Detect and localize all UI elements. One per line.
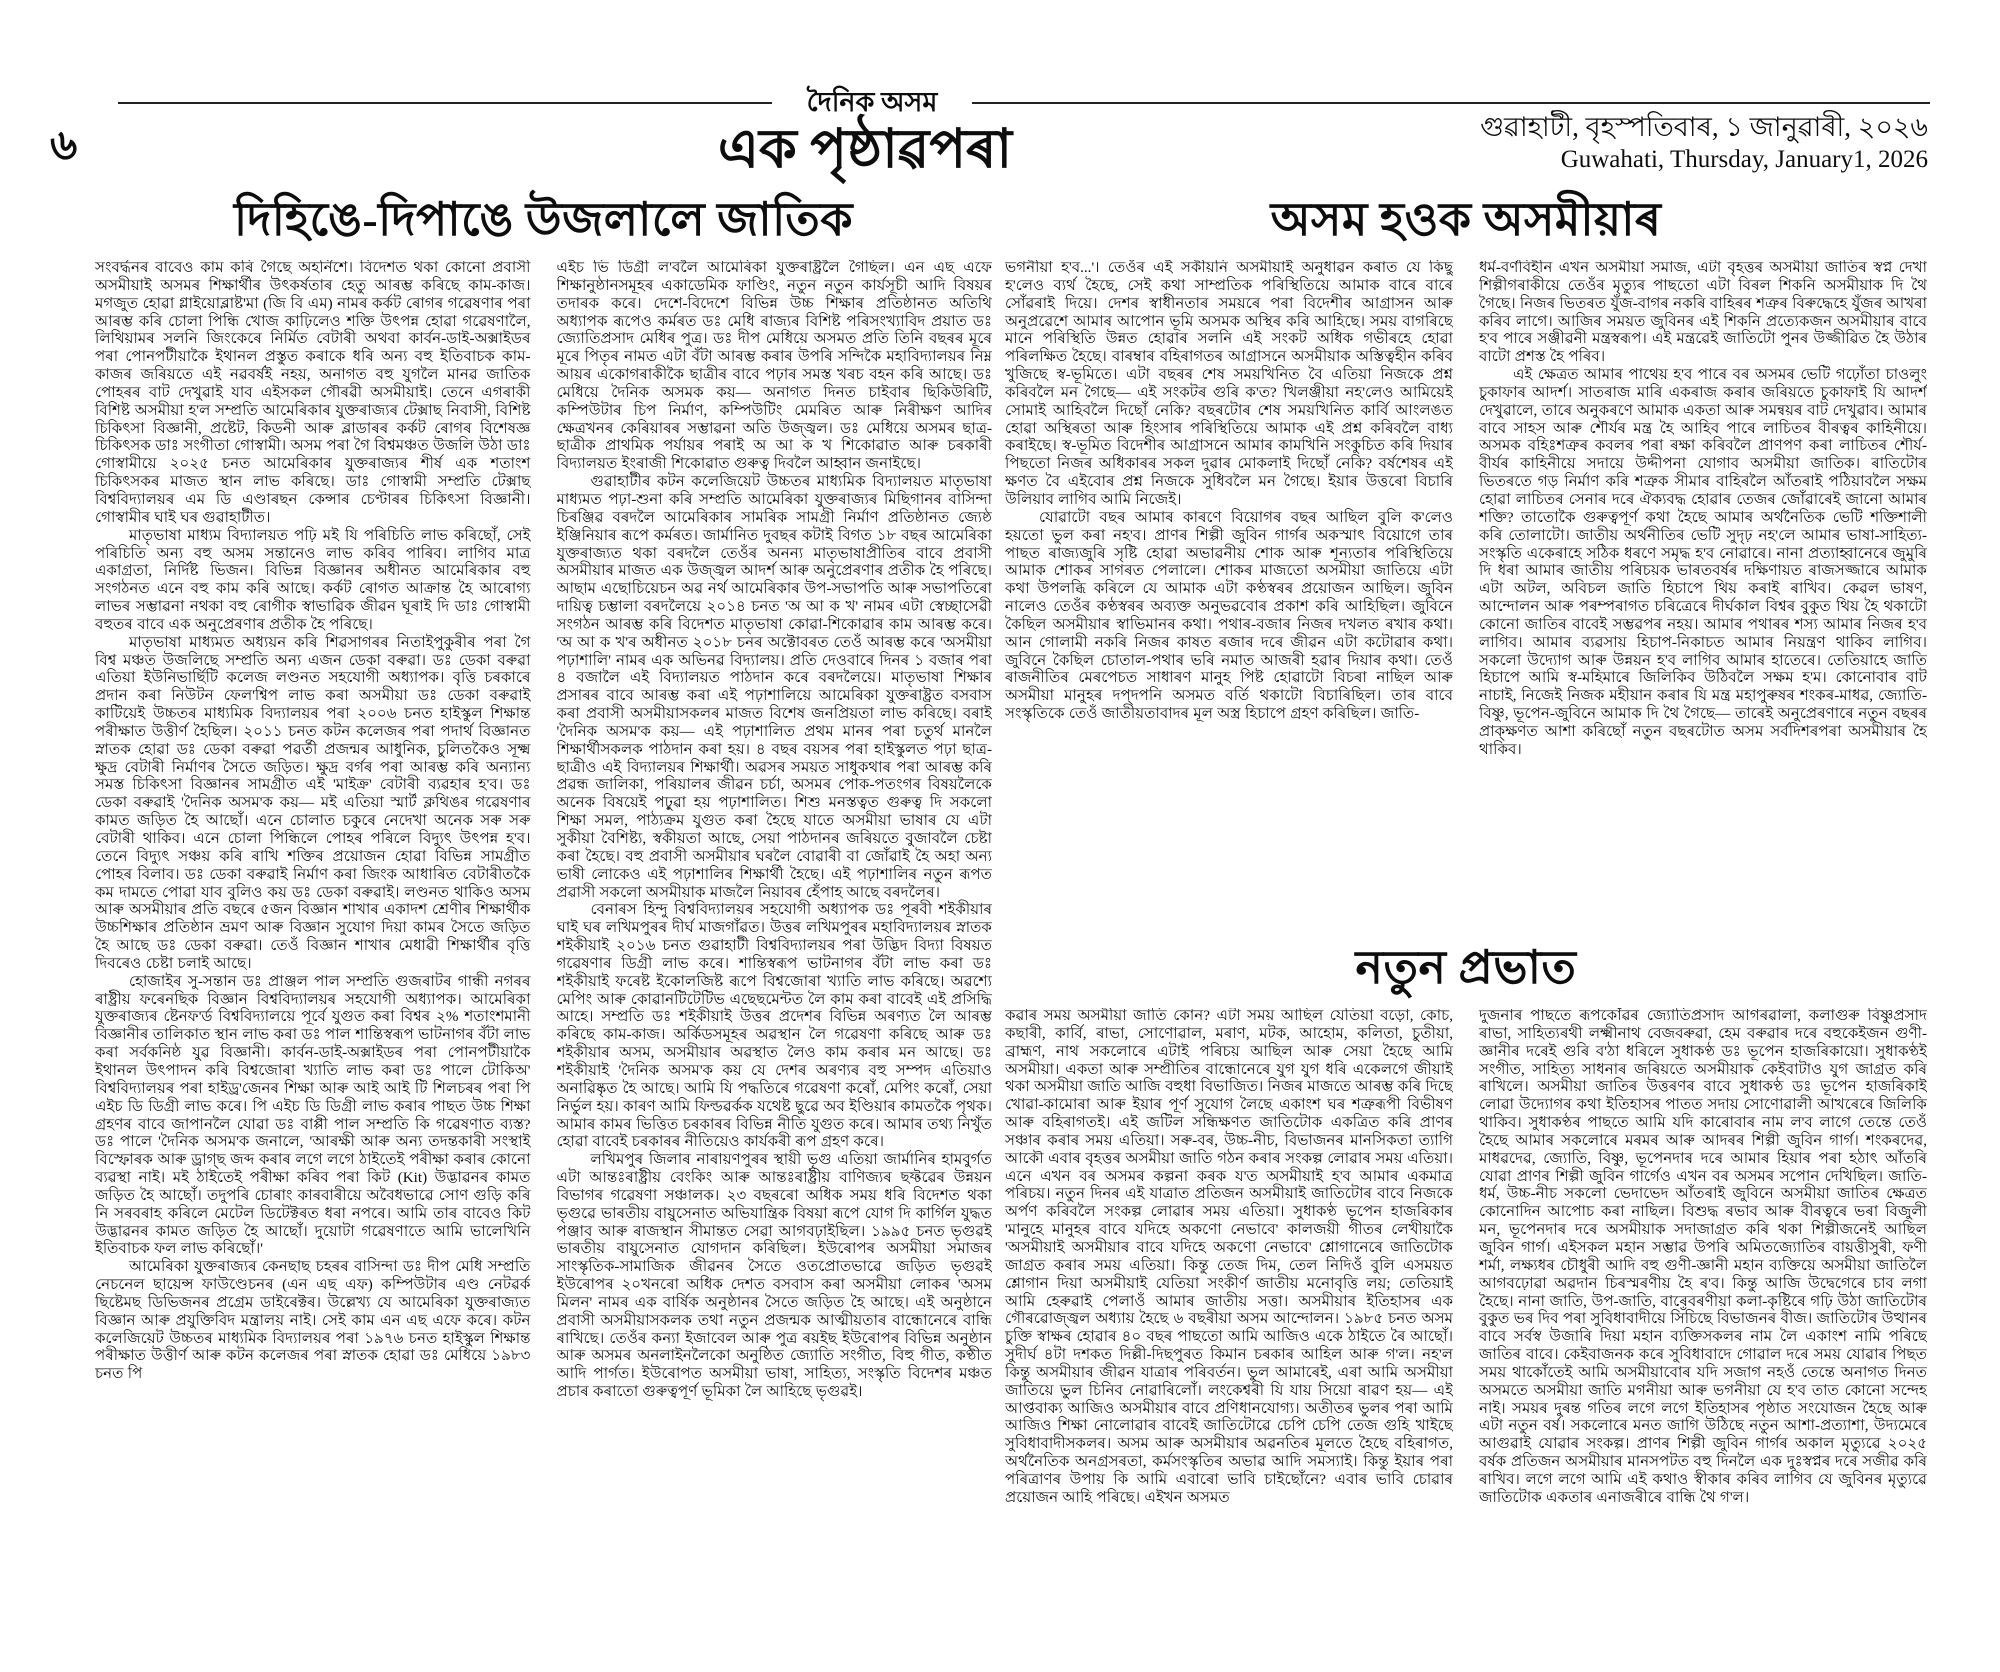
text-column [1479,260,1927,928]
article-dihinge-dipange [95,192,992,1636]
date-assamese: গুৱাহাটী, বৃহস্পতিবাৰ, ১ জানুৱাৰী, ২০২৬ [1480,112,1928,142]
text-column [557,260,993,1636]
paragraph: সংবৰ্দ্ধনৰ বাবেও কাম কৰি গৈছে অহৰ্নিশে। বিদেশত থকা কোনো প্ৰবাসী অসমীয়াই অসমৰ শিক্ষাৰ্থীৰ উৎকৰ্ষতাৰ হেতু আৰম্ভ কৰিছে কাম-কাজ। মগজুত হোৱা গ্লাইয়োব্লাষ্ট'মা (জি বি এম) নামৰ কৰ্কট ৰোগৰ গৱেষণাৰ পৰা আৰম্ভ কৰি চোলা পিন্ধি খোজ কাঢ়িলেও শক্তি উৎপন্ন হোৱা গৱেষণালৈ, লিথিয়ামৰ সলনি জিংকেৰে নিৰ্মিত বেটাৰী অথবা কাৰ্বন-ডাই-অক্সাইডৰ পৰা পোনপটীয়াকৈ ইথানল প্ৰস্তুত কৰাকে ধৰি অন্য বহু ইতিবাচক কাম-কাজৰ জৰিয়তে এই নৱবৰ্ষই নহয়, অনাগত বহু যুগলৈ মানৱ জাতিক পোহৰৰ বাট দেখুৱাই যাব এইসকল গৌৰৱী অসমীয়াই। তেনে এগৰাকী বিশিষ্ট অসমীয়া হ'ল সম্প্ৰতি আমেৰিকাৰ যুক্তৰাজ্যৰ টেক্সাছ নিবাসী, বিশিষ্ট চিকিৎসা বিজ্ঞানী, প্ৰষ্টেট, কিডনী আৰু ব্লাডাৰৰ কৰ্কট ৰোগৰ বিশেষজ্ঞ চিকিৎসক ডাঃ সংগীতা গোস্বামী। অসম পৰা গৈ বিশ্বমঞ্চত উজলি উঠা ডাঃ গোস্বামীয়ে ২০২৫ চনত আমেৰিকাৰ যুক্তৰাজ্যৰ শীৰ্ষ এক শতাংশ চিকিৎসকৰ মাজত স্থান লাভ কৰিছে। ডাঃ গোস্বামী সম্প্ৰতি টেক্সাছ বিশ্ববিদ্যালয়ৰ এম ডি এণ্ডাৰছন কেন্সাৰ চেণ্টাৰৰ চিকিৎসা বিজ্ঞানী। গোস্বামীৰ ঘাই ঘৰ গুৱাহাটীত। [95,260,531,526]
paragraph: ধৰ্ম-বৰ্ণবিহীন এখন অসমীয়া সমাজ, এটা বৃহত্তৰ অসমীয়া জাতিৰ স্বপ্ন দেখা শিল্পীগৰাকীয়ে তেওঁৰ মৃত্যুৰ পাছতো এটা বিৰল শিকনি অসমীয়াক দি থৈ গৈছে। নিজৰ ভিতৰত যুঁজ-বাগৰ নকৰি বাহিৰৰ শত্ৰুৰ বিৰুদ্ধেহে যুঁজৰ আখৰা কৰিব লাগে। আজিৰ সময়ত জুবিনৰ এই শিকনি প্ৰত্যেকজন অসমীয়াৰ বাবে হ'ব পাৰে সঞ্জীৱনী মন্ত্ৰস্বৰূপ। এই মন্ত্ৰৱেই জাতিটো পুনৰ উজ্জীৱিত হৈ উঠাৰ বাটো প্ৰশস্ত হৈ পৰিব। [1479,260,1927,366]
paragraph: মাতৃভাষা মাধ্যমত অধ্যয়ন কৰি শিৱসাগৰৰ নিতাইপুকুৰীৰ পৰা গৈ বিশ্ব মঞ্চত উজলিছে সম্প্ৰতি অন্য এজন ডেকা বৰুৱা। ডঃ ডেকা বৰুৱা এতিয়া ইউনিভাৰ্ছিটি কলেজ লণ্ডনত সহযোগী অধ্যাপক। বৃত্তি চৰকাৰে প্ৰদান কৰা নিউটন ফেল'শ্বিপ লাভ কৰা অসমীয়া ডঃ ডেকা বৰুৱাই কাটিয়েই উচ্চতৰ মাধ্যমিক বিদ্যালয়ৰ পৰা ২০০৬ চনত হাইস্কুল শিক্ষান্ত পৰীক্ষাত উত্তীৰ্ণ হৈছিল। ২০১১ চনত কটন কলেজৰ পৰা পদাৰ্থ বিজ্ঞানত স্নাতক হোৱা ডঃ ডেকা বৰুৱা পৱৰ্তী প্ৰজন্মৰ আধুনিক, চুলিতকৈও সূক্ষ্ম ক্ষুদ্ৰ বেটাৰী নিৰ্মাণৰ সৈতে জড়িত। ক্ষুদ্ৰ বৰ্গৰ পৰা আৰম্ভ কৰি অন্যান্য সমস্ত চিকিৎসা বিজ্ঞানৰ সামগ্ৰীত এই 'মাইক্ৰ' বেটাৰী ব্যৱহাৰ হ'ব। ডঃ ডেকা বৰুৱাই 'দৈনিক অসম'ক কয়— মই এতিয়া স্মাৰ্ট ক্লথিঙৰ গৱেষণাৰ কামত জড়িত হৈ আছোঁ। এনে চোলাত চকুৰে নেদেখা অনেক সৰু সৰু বেটাৰী থাকিব। এনে চোলা পিন্ধিলে পোহৰ পৰিলে বিদ্যুৎ উৎপন্ন হ'ব। তেনে বিদ্যুৎ সঞ্চয় কৰি ৰাখি শক্তিৰ প্ৰয়োজন হোৱা বিভিন্ন সামগ্ৰীত পোহৰ বিলাব। ডঃ ডেকা বৰুৱাই নিৰ্মাণ কৰা জিংক আধাৰিত বেটাৰীতকৈ কম দামতে পোৱা যাব বুলিও কয় ডঃ ডেকা বৰুৱাই। লণ্ডনত থাকিও অসম আৰু অসমীয়াৰ প্ৰতি বছৰে ৫জন বিজ্ঞান শাখাৰ একাদশ শ্ৰেণীৰ শিক্ষাৰ্থীক উচ্চশিক্ষাৰ প্ৰতিষ্ঠান ভ্ৰমণ আৰু বিজ্ঞান সুযোগ দিয়া কামৰ সৈতে জড়িত হৈ আছে ডঃ ডেকা বৰুৱা। তেওঁ বিজ্ঞান শাখাৰ মেধাৱী শিক্ষাৰ্থীৰ বৃত্তি দিবৰেও চেষ্টা চলাই আছে। [95,634,531,972]
headline-right-top: অসম হওক অসমীয়াৰ [1270,194,1662,245]
section-title: এক পৃষ্ঠাৱপৰা [717,119,1013,179]
article-columns [95,260,992,1636]
paragraph: লখিমপুৰ জিলাৰ নাৰায়ণপুৰৰ স্থায়ী ভৃগু এতিয়া জাৰ্মানিৰ হামবুৰ্গত এটা আন্তঃৰাষ্ট্ৰীয় বেংকিং আৰু আন্তঃৰাষ্ট্ৰীয় বাণিজ্যৰ ছফ্টৱেৰ উন্নয়ন বিভাগৰ গৱেষণা সঞ্চালক। ২৩ বছৰৰো অধিক সময় ধৰি বিদেশত থকা ভৃগুৱে ভাৰতীয় বায়ুসেনাত অভিযান্ত্ৰিক বিষয়া ৰূপে যোগ দি কাৰ্গিল যুদ্ধত পঞ্জাব আৰু ৰাজস্থান সীমান্তত সেৱা আগবঢ়াইছিল। ১৯৯৫ চনত ভৃগুৱই ভাৰতীয় বায়ুসেনাত যোগদান কৰিছিল। ইউৰোপৰ অসমীয়া সমাজৰ সাংস্কৃতিক-সামাজিক জীৱনৰ সৈতে ওতপ্ৰোতভাৱে জড়িত ভৃগুৱই ইউৰোপৰ ২০খনৰো অধিক দেশত বসবাস কৰা অসমীয়া লোকৰ 'অসম মিলন' নামৰ এক বাৰ্ষিক অনুষ্ঠানৰ সৈতে জড়িত হৈ আছে। এই অনুষ্ঠানে প্ৰবাসী অসমীয়াসকলক তথা নতুন প্ৰজন্মক আত্মীয়তাৰ বান্ধোনেৰে বান্ধি ৰাখিছে। তেওঁৰ কন্যা ইজাবেল আৰু পুত্ৰ ৰয়ইছ ইউৰোপৰ বিভিন্ন অনুষ্ঠান আৰু অসমৰ অনলাইনলৈকো অনুষ্ঠিত জ্যোতি সংগীত, বিহু গীত, কণ্ঠীত আদি পাৰ্গত। ইউৰোপত অসমীয়া ভাষা, সাহিত্য, সংস্কৃতি বিদেশৰ মঞ্চত প্ৰচাৰ কৰাতো গুৰুত্বপূৰ্ণ ভূমিকা লৈ আহিছে ভৃগুৱই। [556,1152,992,1401]
paragraph: ভগনীয়া হ'ব...'। তেওঁৰ এই সকীয়নি অসমীয়াই অনুধাৱন কৰাত যে কিছু হ'লেও ব্যৰ্থ হৈছে, সেই কথা সাম্প্ৰতিক পৰিস্থিতিয়ে আমাক বাৰে বাৰে সোঁৱৰাই দিয়ে। দেশৰ স্বাধীনতাৰ সময়ৰে পৰা বিদেশীৰ আগ্ৰাসন আৰু অনুপ্ৰৱেশে আমাৰ আপোন ভূমি অসমক অস্থিৰ কৰি আহিছে। সময় বাগৰিছে মানে পৰিস্থিতি উন্নত হোৱাৰ সলনি এই সংকট অধিক গভীৰহে হোৱা পৰিলক্ষিত হৈছে। বাৰম্বাৰ বহিৰাগতৰ আগ্ৰাসনে অসমীয়াক অস্তিত্বহীন কৰিব খুজিছে স্ব-ভূমিতে। এটা বছৰৰ শেষ সময়খিনিত বৈ এতিয়া নিজকে প্ৰশ্ন কৰিবলৈ মন গৈছে— এই সংকটৰ গুৰি ক'ত? খিলঞ্জীয়া নহ'লেও আমিয়েই সোমাই আহিবলৈ দিছোঁ নেকি? বছৰটোৰ শেষ সময়খিনিত কাৰ্বি আংলঙত হোৱা অস্থিৰতা আৰু হিংসাৰ পৰিস্থিতিয়ে আমাক এই প্ৰশ্ন কৰিবলৈ বাধ্য কৰাইছে। স্ব-ভূমিত বিদেশীৰ আগ্ৰাসনে আমাৰ কামখিনি সংকুচিত কৰি দিয়াৰ পিছতো নিজৰ অধিকাৰৰ সকল দুৱাৰ মোকলাই দিছোঁ নেকি? বৰ্ষশেষৰ এই ক্ষণত বৈ এইবোৰ প্ৰশ্ন নিজকে সুধিবলৈ মন গৈছে। ইয়াৰ উত্তৰো বিচাৰি উলিয়াব লাগিব আমি নিজেই। [1005,260,1453,508]
masthead: দৈনিক অসম [772,82,972,122]
text-column [1005,260,1453,928]
headline-right-bottom: নতুন প্ৰভাত [1355,942,1577,993]
paragraph: এই ক্ষেত্ৰত আমাৰ পাথেয় হ'ব পাৰে বৰ অসমৰ ভেটি গঢ়োঁতা চাওলুং চুকাফাৰ আদৰ্শ। সাতৰাজ মাৰি একৰাজ কৰাৰ জৰিয়তে চুকাফাই যি আদৰ্শ দেখুৱালে, তাৰে অনুকৰণে আমাক একতা আৰু সমন্বয়ৰ বাট দেখুৱাব। আমাৰ বাবে সাহস আৰু শৌৰ্যৰ মন্ত্ৰ হৈ আহিব পাৰে লাচিতৰ বীৰত্বৰ কাহিনীয়ে। অসমক বহিঃশত্ৰুৰ কবলৰ পৰা ৰক্ষা কৰিবলৈ প্ৰাণপণ কৰা লাচিতৰ শৌৰ্য-বীৰ্যৰ কাহিনীয়ে সদায়ে উদ্দীপনা যোগাব অসমীয়া জাতিক। ৰাতিটোৰ ভিতৰতে গড় নিৰ্মাণ কৰি শত্ৰুক সীমাৰ বাহিৰলৈ আঁতৰাই পঠিয়াবলৈ সক্ষম হোৱা লাচিতৰ সেনাৰ দৰে ঐক্যবদ্ধ হোৱাৰ তেজৰ জোঁৱাৰেই জানো আমাৰ শক্তি? তাতোকৈ গুৰুত্বপূৰ্ণ কথা হৈছে আমাৰ অৰ্থনৈতিক ভেটি শক্তিশালী কৰি তোলাটো। জাতীয় অৰ্থনীতিৰ ভেটি সুদৃঢ় নহ'লে আমাৰ ভাষা-সাহিত্য-সংস্কৃতি একেৰাহে সঠিক ধৰণে সমৃদ্ধ হ'ব নোৱাৰে। নানা প্ৰত্যাহ্বানেৰে জুমুৰি দি ধৰা আমাৰ জাতীয় পৰিচয়ক ভাৰতবৰ্ষৰ দক্ষিণায়ত ৰাজসজ্জাৰে আমাক এটা অটল, অবিচল জাতি হিচাপে থিয় কৰাই ৰাখিব। কেৱল ভাষণ, আন্দোলন আৰু পৰম্পৰাগত চৰিত্ৰেৰে দীৰ্ঘকাল বিশ্বৰ বুকুত থিয় হৈ থকাটো কোনো জাতিৰ বাবেই সম্ভৱপৰ নহয়। আমাৰ পথাৰৰ শস্য আমাৰ নিজৰ হ'ব লাগিব। আমাৰ ব্যৱসায় হিচাপ-নিকাচত আমাৰ নিয়ন্ত্ৰণ থাকিব লাগিব। সকলো উদ্যোগ আৰু উন্নয়ন হ'ব লাগিব আমাৰ হাতেৰে। তেতিয়াহে জাতি হিচাপে আমি স্ব-মহিমাৰে জিলিকিব উঠিবলৈ সক্ষম হ'ম। কোনোবাৰ বাট নাচাই, নিজেই নিজক মহীয়ান কৰাৰ যি মন্ত্ৰ মহাপুৰুষৰ শংকৰ-মাধৱ, জ্যোতি-বিষ্ণু, ভূপেন-জুবিনে আমাক দি থৈ গৈছে— তাৰেই অনুপ্ৰেৰণাৰে নতুন বছৰৰ প্ৰাক্ক্ষণত আশা কৰিছোঁ নতুন বছৰটোত অসম সৰ্বদিশৰপৰা অসমীয়াৰ হৈ থাকিব। [1479,367,1927,758]
paragraph: কৱাৰ সময় অসমীয়া জাতি কোন? এটা সময় আছিল যেতিয়া বড়ো, কোচ, কছাৰী, কাৰ্বি, ৰাভা, সোণোৱাল, মৰাণ, মটক, আহোম, কলিতা, চুতীয়া, ব্ৰাহ্মণ, নাথ সকলোৰে এটাই পৰিচয় আছিল আৰু সেয়া হৈছে আমি অসমীয়া। একতা আৰু সম্প্ৰীতিৰ বান্ধোনেৰে যুগ যুগ ধৰি একেলগে জীয়াই থকা অসমীয়া জাতি আজি বহুধা বিভাজিত। নিজৰ মাজতে আৰম্ভ কৰি দিছে খোৱা-কামোৰা আৰু ইয়াৰ পূৰ্ণ সুযোগ লৈছে একাংশ ঘৰ শত্ৰুৰূপী বিভীষণ আৰু বহিৰাগতই। এই জটিল সন্ধিক্ষণত জাতিটোক একত্ৰিত কৰি প্ৰাণৰ সঞ্চাৰ কৰাৰ সময় এতিয়া। সৰু-বৰ, উচ্চ-নীচ, বিভাজনৰ মানসিকতা ত্যাগি আকৌ এবাৰ বৃহত্তৰ অসমীয়া জাতি গঠন কৰাৰ সংকল্প লোৱাৰ সময় এতিয়া। এনে এখন বৰ অসমৰ কল্পনা কৰক য'ত অসমীয়াই হ'ব আমাৰ একমাত্ৰ পৰিচয়। নতুন দিনৰ এই যাত্ৰাত প্ৰতিজন অসমীয়াই জাতিটোৰ বাবে নিজকে অৰ্পণ কৰিবলৈ সংকল্প লোৱাৰ সময় এতিয়া। সুধাকণ্ঠ ভূপেন হাজৰিকাৰ 'মানুহে মানুহৰ বাবে যদিহে অকণো নেভাবে' কালজয়ী গীতৰ লেখীয়াকৈ 'অসমীয়াই অসমীয়াৰ বাবে যদিহে অকণো নেভাবে' শ্লোগানেৰে জাতিটোক জাগ্ৰত কৰাৰ সময় এতিয়া। কিন্তু তেজ দিম, তেল নিদিওঁ বুলি এসময়ত শ্লোগান দিয়া অসমীয়াই যেতিয়া সংকীৰ্ণ জাতীয় মনোবৃত্তি লয়; তেতিয়াই আমি হেৰুৱাই পেলাওঁ আমাৰ জাতীয় সত্তা। অসমীয়াৰ ইতিহাসৰ এক গৌৰৱোজ্জ্বল অধ্যায় হৈছে ৬ বছৰীয়া অসম আন্দোলন। ১৯৮৫ চনত অসম চুক্তি স্বাক্ষৰ হোৱাৰ ৪০ বছৰ পাছতো আমি আজিও একে ঠাইতে ৰৈ আছোঁ। সুদীৰ্ঘ ৪টা দশকত দিল্লী-দিছপুৰত কিমান চৰকাৰ আহিল আৰু গ'ল। নহ'ল কিন্তু অসমীয়াৰ জীৱন যাত্ৰাৰ পৰিবৰ্তন। ভুল আমাৰেই, এৰা আমি অসমীয়া জাতিয়ে ভুল চিনিব নোৱাৰিলোঁ। লংকেশ্বৰী যি যায় সিয়ো ৰাৱণ হয়— এই আপ্তবাক্য আজিও অসমীয়াৰ বাবে প্ৰণিধানযোগ্য। অতীতৰ ভুলৰ পৰা আমি আজিও শিক্ষা নোলোৱাৰ বাবেই জাতিটোৱে চেপি চেপি তেজ গুহি খাইছে সুবিধাবাদীসকলৰ। অসম আৰু অসমীয়াৰ অৱনতিৰ মূলতে হৈছে বহিৰাগত, অৰ্থনৈতিক অনগ্ৰসৰতা, কৰ্মসংস্কৃতিৰ অভাৱ আদি সমস্যাই। কিন্তু ইয়াৰ পৰা পৰিত্ৰাণৰ উপায় কি আমি এবাৰো ভাবি চাইছোঁনে? এবাৰ ভাবি চোৱাৰ প্ৰয়োজন আহি পৰিছে। এইখন অসমত [1005,1008,1453,1506]
header-rule [118,102,1930,104]
paragraph: এইচ ভি ডিগ্ৰী ল'বলৈ আমেৰিকা যুক্তৰাষ্ট্ৰলৈ গৈছিল। এন এছ এফে শিক্ষানুষ্ঠানসমূহৰ একাডেমিক ফাণ্ডিং, নতুন নতুন কাৰ্যসূচী আদি বিষয়ৰ তদাৰক কৰে। দেশে-বিদেশে বিভিন্ন উচ্চ শিক্ষাৰ প্ৰতিষ্ঠানত অতিথি অধ্যাপক ৰূপেও কৰ্মৰত ডঃ মেধি ৰাজ্যৰ বিশিষ্ট পৰিসংখ্যাবিদ প্ৰয়াত ডঃ জ্যোতিপ্ৰসাদ মেধিৰ পুত্ৰ। ডঃ দীপ মেধিয়ে অসমত প্ৰতি তিনি বছৰৰ মূৰে মূৰে পিতৃৰ নামত এটা বঁটা আৰম্ভ কৰাৰ উপৰি সন্দিকৈ মহাবিদ্যালয়ৰ নিম্ন আয়ৰ একোগৰাকীকৈ ছাত্ৰীৰ বাবে পঢ়াৰ সমস্ত খৰচ বহন কৰি আছে। ডঃ মেধিয়ে দৈনিক অসমক কয়— অনাগত দিনত চাইবাৰ ছিকিউৰিটি, কম্পিউটাৰ চিপ নিৰ্মাণ, কম্পিউটিং মেমৰিত আৰু নিৰীক্ষণ আদিৰ ক্ষেত্ৰখনৰ কেৰিয়াৰৰ সম্ভাৱনা অতি উজ্জ্বল। ডঃ মেধিয়ে অসমৰ ছাত্ৰ-ছাত্ৰীক প্ৰাথমিক পৰ্যায়ৰ পৰাই অ আ ক খ শিকোৱাত আৰু চৰকাৰী বিদ্যালয়ত ইংৰাজী শিকোৱাত গুৰুত্ব দিবলৈ আহ্বান জনাইছে। [556,260,992,473]
paragraph: মাতৃভাষা মাধ্যম বিদ্যালয়ত পঢ়ি মই যি পৰিচিতি লাভ কৰিছোঁ, সেই পৰিচিতি অন্য বহু অসম সন্তানেও লাভ কৰিব পাৰিব। লাগিব মাত্ৰ একাগ্ৰতা, নিৰ্দিষ্ট ভিজন। বিভিন্ন বিজ্ঞানৰ অধীনত আমেৰিকাৰ বহু সংগঠনত এনে বহু কাম কৰি আছে। কৰ্কট ৰোগত আক্ৰান্ত হৈ আৰোগ্য লাভৰ সম্ভাৱনা নথকা বহু ৰোগীক স্বাভাৱিক জীৱন ঘূৰাই দি ডাঃ গোস্বামী বহুতৰ বাবে এক অনুপ্ৰেৰণাৰ প্ৰতীক হৈ পৰিছে। [95,527,531,633]
paragraph: গুৱাহাটীৰ কটন কলেজিয়েট উচ্চতৰ মাধ্যমিক বিদ্যালয়ত মাতৃভাষা মাধ্যমত পঢ়া-শুনা কৰি সম্প্ৰতি আমেৰিকা যুক্তৰাজ্যৰ মিছিগানৰ বাসিন্দা চিৰঞ্জিৱ বৰদলৈ আমেৰিকাৰ সামৰিক সামগ্ৰী নিৰ্মাণ প্ৰতিষ্ঠানত জ্যেষ্ঠ ইঞ্জিনিয়াৰ ৰূপে কৰ্মৰত। জাৰ্মানিত দুবছৰ কটাই বিগত ১৮ বছৰ আমেৰিকা যুক্তৰাজ্যত থকা বৰদলৈ তেওঁৰ অনন্য মাতৃভাষাপ্ৰীতিৰ বাবে প্ৰবাসী অসমীয়াৰ মাজত এক উজ্জ্বল আদৰ্শ আৰু অনুপ্ৰেৰণাৰ প্ৰতীক হৈ পৰিছে। আছাম এছোচিয়েচন অৱ নৰ্থ আমেৰিকাৰ উপ-সভাপতি আৰু সভাপতিৰো দায়িত্ব চম্ভালা বৰদলৈয়ে ২০১৪ চনত 'অ আ ক খ' নামৰ এটা স্বেচ্ছাসেৱী সংগঠন আৰম্ভ কৰি বিদেশত মাতৃভাষা কোৱা-শিকোৱাৰ কাম আৰম্ভ কৰে। 'অ আ ক খ'ৰ অধীনত ২০১৮ চনৰ অক্টোবৰত তেওঁ আৰম্ভ কৰে 'অসমীয়া পঢ়াশালি' নামৰ এক অভিনৱ বিদ্যালয়। প্ৰতি দেওবাৰে দিনৰ ১ বজাৰ পৰা ৪ বজালৈ এই বিদ্যালয়ত পাঠদান কৰে বৰদলৈয়ে। মাতৃভাষা শিক্ষাৰ প্ৰসাৰৰ বাবে আৰম্ভ কৰা এই পঢ়াশালিয়ে আমেৰিকা যুক্তৰাষ্ট্ৰত বসবাস কৰা প্ৰবাসী অসমীয়াসকলৰ মাজত বিশেষ জনপ্ৰিয়তা লাভ কৰিছে। বৰাই 'দৈনিক অসম'ক কয়— এই পঢ়াশালিত প্ৰথম মানৰ পৰা চতুৰ্থ মানলৈ শিক্ষাৰ্থীসকলক পাঠদান কৰা হয়। ৪ বছৰ বয়সৰ পৰা হাইস্কুলত পঢ়া ছাত্ৰ-ছাত্ৰীও এই বিদ্যালয়ৰ শিক্ষাৰ্থী। অৱসৰ সময়ত সাধুকথাৰ পৰা আৰম্ভ কৰি প্ৰৱন্ধ জালিকা, পৰিয়ালৰ জীৱন চৰ্চা, অসমৰ পোক-পতংগৰ বিষয়লৈকে অনেক বিষয়েই পঢ়ুৱা হয় পঢ়াশালিত। শিশু মনস্তত্বত গুৰুত্ব দি সকলো শিক্ষা সমল, পাঠ্যক্ৰম যুগুত কৰা হৈছে যাতে অসমীয়া ভাষাৰ যে এটা সুকীয়া বৈশিষ্ট্য, স্বকীয়তা আছে, সেয়া পাঠদানৰ জৰিয়তে বুজাবলৈ চেষ্টা কৰা হৈছে। বহু প্ৰবাসী অসমীয়াৰ ঘৰলৈ বোৱাৰী বা জোঁৱাই হৈ অহা অন্য ভাষী লোকেও এই পঢ়াশালিৰ শিক্ষাৰ্থী হৈছে। এই পঢ়াশালিৰ নতুন ৰূপত প্ৰৱাসী সকলো অসমীয়াক মাজলৈ নিয়াবৰ হেঁপাহ আছে বৰদলৈৰ। [556,474,992,901]
dateline [1480,110,1928,176]
paragraph: বেনাৰস হিন্দু বিশ্ববিদ্যালয়ৰ সহযোগী অধ্যাপক ডঃ পূৰবী শইকীয়াৰ ঘাই ঘৰ লখিমপুৰৰ দীৰ্ঘ মাজগাঁৱত। উত্তৰ লখিমপুৰৰ মহাবিদ্যালয়ৰ স্নাতক শইকীয়াই ২০১৬ চনত গুৱাহাটী বিশ্ববিদ্যালয়ৰ পৰা উদ্ভিদ বিদ্যা বিষয়ত গৱেষণাৰ ডিগ্ৰী লাভ কৰে। শান্তিস্বৰূপ ভাটনাগৰ বঁটা লাভ কৰা ডঃ শইকীয়াই ফৰেষ্ট ইকোলজিষ্ট ৰূপে বিশ্বজোৰা খ্যাতি লাভ কৰিছে। অৱশ্যে মেপিং আৰু কোৱানটিটেটিভ এছেছমেন্টত লৈ কাম কৰা বাবেই এই প্ৰসিদ্ধি আহে। সম্প্ৰতি ডঃ শইকীয়াই উত্তৰ প্ৰদেশৰ বিভিন্ন অৰণ্যত লৈ আৰম্ভ কৰিছে কাম-কাজ। অৰ্কিডসমূহৰ অৱস্থান লৈ গৱেষণা কৰিছে আৰু ডঃ শইকীয়াৰ অসম, অসমীয়াৰ অৱস্থাত লৈও কাম কৰাৰ মন আছে। ডঃ শইকীয়াই 'দৈনিক অসম'ক কয় যে দেশৰ অৰণ্যৰ বহু সম্পদ এতিয়াও অনাৱিষ্কৃত হৈ আছে। আমি যি পদ্ধতিৰে গৱেষণা কৰোঁ, মেপিং কৰোঁ, সেয়া নিৰ্ভুল হয়। কাৰণ আমি ফিল্ডৱৰ্কক যথেষ্ট ছুৱে অব ইণ্ডিয়াৰ কামতকৈ পৃথক। আমাৰ কামৰ ভিত্তিত চৰকাৰৰ বিভিন্ন নীতি যুগুত কৰে। আমাৰ তথ্য নিখুঁত হোৱা বাবেই চৰকাৰৰ নীতিয়েও কাৰ্যকৰী ৰূপ গ্ৰহণ কৰে। [556,902,992,1151]
paragraph: হোজাইৰ সু-সন্তান ডঃ প্ৰাঞ্জল পাল সম্প্ৰতি গুজৰাটৰ গান্ধী নগৰৰ ৰাষ্ট্ৰীয় ফৰেনছিক বিজ্ঞান বিশ্ববিদ্যালয়ৰ সহযোগী অধ্যাপক। আমেৰিকা যুক্তৰাজ্যৰ ষ্টেনফ'ৰ্ড বিশ্ববিদ্যালয়ে পূৰ্বে যুগুত কৰা বিশ্বৰ ২% শতাংশমানী বিজ্ঞানীৰ তালিকাত স্থান লাভ কৰা ডঃ পাল শান্তিস্বৰূপ ভাটনাগৰ বঁটা লাভ কৰা সৰ্বকনিষ্ঠ যুৱ বিজ্ঞানী। কাৰ্বন-ডাই-অক্সাইডৰ পৰা পোনপটীয়াকৈ ইথানল উৎপাদন কৰি বিশ্বজোৰা খ্যাতি লাভ কৰা ডঃ পালে টোকিঅ' বিশ্ববিদ্যালয়ৰ পৰা হাইড্ৰ'জেনৰ শিক্ষা আৰু আই আই টি শিলচৰৰ পৰা পি এইচ ডি ডিগ্ৰী লাভ কৰে। পি এইচ ডি ডিগ্ৰী লাভ কৰাৰ পাছত উচ্চ শিক্ষা গ্ৰহণৰ বাবে জাপানলৈ যোৱা ডঃ বাপ্পী পাল সম্প্ৰতি কি গৱেষণাত ব্যস্ত? ডঃ পালে 'দৈনিক অসম'ক জনালে, 'আৰক্ষী আৰু অন্য তদন্তকাৰী সংস্থাই বিস্ফোৰক আৰু ড্ৰাগ্‌ছ জব্দ কৰাৰ লগে লগে ঠাইতেই পৰীক্ষা কৰাৰ কোনো ব্যৱস্থা নাই। মই ঠাইতেই পৰীক্ষা কৰিব পৰা কিট (Kit) উদ্ভাৱনৰ কামত জড়িত হৈ আছোঁ। তদুপৰি চোৰাং কাৰবাৰীয়ে অবৈধভাৱে সোণ গুড়ি কৰি নি সৰবৰাহ কৰিলে মেটেল ডিটেক্টৰত ধৰা নপৰে। আমি তাৰ বাবেও কিট উদ্ভাৱনৰ কামত জড়িত হৈ আছোঁ। দুয়োটা গৱেষণাতে আমি ভালেখিনি ইতিবাচক ফল লাভ কৰিছোঁ।' [95,973,531,1258]
text-column [95,260,531,1636]
article-columns [1005,260,1927,928]
page-number: ৬ [50,123,78,169]
paragraph: দুজনাৰ পাছতে ৰূপকোঁৱৰ জ্যোতিপ্ৰসাদ আগৰৱালা, কলাগুৰু বিষ্ণুপ্ৰসাদ ৰাভা, সাহিত্যৰথী লক্ষ্মীনাথ বেজবৰুৱা, হেম বৰুৱাৰ দৰে বহুকেইজন গুণী-জ্ঞানীৰ দৰেই গুৰি ব'ঠা ধৰিলে সুধাকণ্ঠ ডঃ ভূপেন হাজৰিকায়ো। সুধাকণ্ঠই সংগীত, সাহিত্য সাধনাৰ জৰিয়তে অসমীয়াক কেইবাটাও যুগ জাগ্ৰত কৰি ৰাখিলে। অসমীয়া জাতিৰ উত্তৰণৰ বাবে সুধাকণ্ঠ ডঃ ভূপেন হাজৰিকাই লোৱা উদ্যোগৰ কথা ইতিহাসৰ পাতত সদায় সোণোৱালী আখৰেৰে জিলিকি থাকিব। সুধাকণ্ঠৰ পাছতে আমি যদি কাৰোবাৰ নাম ল'ব লাগে তেন্তে তেওঁ হৈছে আমাৰ সকলোৰে মৰমৰ আৰু আদৰৰ শিল্পী জুবিন গাৰ্গ। শংকৰদেৱ, মাধৱদেৱ, জ্যোতি, বিষ্ণু, ভূপেনদাৰ দৰে আমাৰ হিয়াৰ পৰা হঠাৎ আঁতৰি যোৱা প্ৰাণৰ শিল্পী জুবিন গাৰ্গেও এখন বৰ অসমৰ সপোন দেখিছিল। জাতি-ধৰ্ম, উচ্চ-নীচ সকলো ভেদাভেদ আঁতৰাই জুবিনে অসমীয়া জাতিৰ ক্ষেত্ৰত কোনোদিন আপোচ কৰা নাছিল। বিশুদ্ধ ৰভাব আৰু বীৰত্বৰে ভৰা বিজুলী মন, ভূপেনদাৰ দৰে অসমীয়াক সদাজাগ্ৰত কৰি থকা শিল্পীজনেই আছিল জুবিন গাৰ্গ। এইসকল মহান সম্ভাৱ উপৰি অমিতজ্যোতিৰ বায়ত্তীসুৰী, ফণী শৰ্মা, লক্ষ্যধৰ চৌধুৰী আদি বহু গুণী-জ্ঞানী মহান ব্যক্তিয়ে অসমীয়া জাতিলৈ আগবঢ়োৱা অৱদান চিৰস্মৰণীয় হৈ ৰ'ব। কিন্তু আজি উদ্বেগেৰে চাব লগা হৈছে। নানা জাতি, উপ-জাতি, বাৰেবৰণীয়া কলা-কৃষ্টিৰে গঢ়ি উঠা জাতিটোৰ বুকুত ভৰ দিব পৰা সুবিধাবাদীয়ে সিঁচিছে বিভাজনৰ বীজ। জাতিটোৰ উত্থানৰ বাবে সৰ্বস্ব উজাৰি দিয়া মহান ব্যক্তিসকলৰ নাম লৈ একাংশ নামি পৰিছে জাতিৰ বাবে। কেইবাজনক কৰে সুবিধাবাদে গোৱাল দৰে সময় যোৱাৰ পিছত সময় থাকোঁতেই আমি অসমীয়াবোৰ যদি সজাগ নহওঁ তেন্তে অনাগত দিনত অসমতে অসমীয়া জাতি মগনীয়া আৰু ভগনীয়া যে হ'ব তাত কোনো সন্দেহ নাই। সময়ৰ দুৰন্ত গতিৰ লগে লগে ইতিহাসৰ পৃষ্ঠাত সংযোজন হৈছে আৰু এটা নতুন বৰ্ষ। সকলোৰে মনত জাগি উঠিছে নতুন আশা-প্ৰত্যাশা, উদ্যমেৰে আগুৱাই যোৱাৰ সংকল্প। প্ৰাণৰ শিল্পী জুবিন গাৰ্গৰ অকাল মৃত্যুৱে ২০২৫ বৰ্ষক প্ৰতিজন অসমীয়াৰ মানসপটত বহু দিনলৈ এক দুঃস্বপ্নৰ দৰে সজীৱ কৰি ৰাখিব। লগে লগে আমি এই কথাও স্বীকাৰ কৰিব লাগিব যে জুবিনৰ মৃত্যুৱে জাতিটোক একতাৰ এনাজৰীৰে বান্ধি থৈ গ'ল। [1479,1008,1927,1506]
article-asom-howk-asomiyar [1005,192,1927,928]
article-notun-probhat [1005,940,1927,1616]
date-english: Guwahati, Thursday, January1, 2026 [1560,146,1928,173]
paragraph: যোৱাটো বছৰ আমাৰ কাৰণে বিয়োগৰ বছৰ আছিল বুলি ক'লেও হয়তো ভুল কৰা নহ'ব। প্ৰাণৰ শিল্পী জুবিন গাৰ্গৰ অকস্মাৎ বিয়োগে তাৰ পাছত ৰাজ্যজুৰি সৃষ্টি হোৱা অভাৱনীয় শোক আৰু শূন্যতাৰ পৰিস্থিতিয়ে আমাক শোকৰ সাগৰত পেলালে। শোকৰ মাজতো অসমীয়া জাতিয়ে এটা কথা উপলব্ধি কৰিলে যে আমাক এটা কণ্ঠস্বৰৰ প্ৰয়োজন আছিল। জুবিন নালেও তেওঁৰ কণ্ঠস্বৰৰ অব্যক্ত অনুভৱবোৰ প্ৰকাশ কৰি আহিছিল। জুবিনে কৈছিল অসমীয়াৰ স্বাভিমানৰ কথা। পথাৰ-বজাৰ নিজৰ দখলত ৰখাৰ কথা। আন গোলামী নকৰি নিজৰ কাষত ৰজাৰ দৰে জীৱন এটা কটোৱাৰ কথা। জুবিনে কৈছিল চোতাল-পথাৰ ভৰি নমাত আজৰী হৱাৰ দিয়াৰ কথা। তেওঁ ৰাজনীতিৰ মেৰপেচত সাধাৰণ মানুহ পিষ্ট হোৱাটো বিচৰা নাছিল আৰু অসমীয়া মানুহৰ দপ্‌দপনি অসমত বৰ্তি থকাটো বিচাৰিছিল। তাৰ বাবে সংস্কৃতিকে তেওঁ জাতীয়তাবাদৰ মূল অস্ত্ৰ হিচাপে গ্ৰহণ কৰিছিল। জাতি- [1005,509,1453,723]
article-columns [1005,1008,1927,1616]
text-column [1005,1008,1453,1616]
headline-left: দিহিঙে-দিপাঙে উজলালে জাতিক [233,194,854,245]
paragraph: আমেৰিকা যুক্তৰাজ্যৰ কেনছাছ চহৰৰ বাসিন্দা ডঃ দীপ মেধি সম্প্ৰতি নেচনেল ছায়েন্স ফাউণ্ডেচনৰ (এন এছ এফ) কম্পিউটাৰ এণ্ড নেটৱৰ্ক ছিষ্টেমছ ডিভিজনৰ প্ৰগ্ৰেম ডাইৰেক্টৰ। উল্লেখ্য যে আমেৰিকা যুক্তৰাজ্যত বিজ্ঞান আৰু প্ৰযুক্তিবিদ মন্ত্ৰালয় নাই। সেই কাম এন এছ এফে কৰে। কটন কলেজিয়েট উচ্চতৰ মাধ্যমিক বিদ্যালয়ৰ পৰা ১৯৭৬ চনত হাইস্কুল শিক্ষান্ত পৰীক্ষাত উত্তীৰ্ণ আৰু কটন কলেজৰ পৰা স্নাতক হোৱা ডঃ মেধিয়ে ১৯৮৩ চনত পি [95,1259,531,1383]
text-column [1479,1008,1927,1616]
